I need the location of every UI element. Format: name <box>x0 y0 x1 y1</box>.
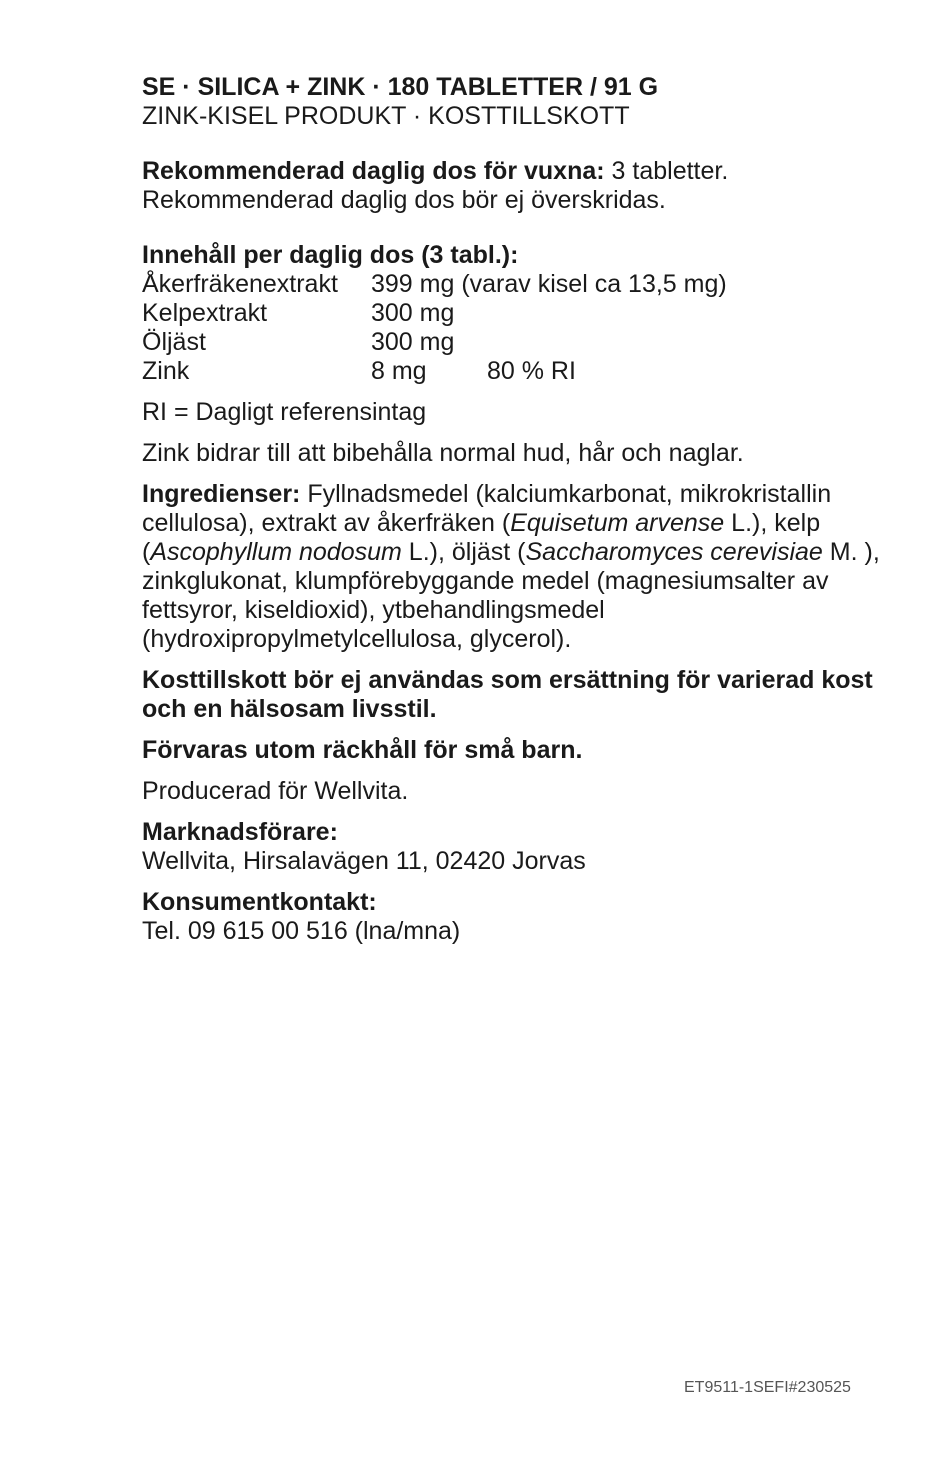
ingredient-name: Kelpextrakt <box>142 299 268 327</box>
ingredient-ri <box>487 299 727 328</box>
produced-for: Producerad för Wellvita. <box>142 777 409 805</box>
ingredients-text: Fyllnadsmedel (kalciumkarbonat, mikrokristallin cellulosa), extrakt av åkerfräken ( <box>142 480 832 537</box>
contact-section <box>142 888 902 946</box>
table-row <box>142 328 727 357</box>
ingredient-amount: 300 mg <box>371 328 455 356</box>
ingredient-amount: 399 mg (varav kisel ca 13,5 mg) <box>371 270 727 298</box>
dosage-label: Rekommenderad daglig dos för vuxna: <box>142 157 605 185</box>
print-code: ET9511-1SEFI#230525 <box>684 1379 851 1396</box>
nutrition-heading: Innehåll per daglig dos (3 tabl.): <box>142 241 519 269</box>
ingredient-name: Öljäst <box>142 328 206 356</box>
health-claim: Zink bidrar till att bibehålla normal hud, hår och naglar. <box>142 439 744 467</box>
contact-label: Konsumentkontakt: <box>142 888 377 916</box>
ri-note: RI = Dagligt referensintag <box>142 398 427 426</box>
nutrition-section <box>142 241 902 386</box>
table-row <box>142 299 727 328</box>
marketer-address: Wellvita, Hirsalavägen 11, 02420 Jorvas <box>142 847 586 875</box>
nutrition-table <box>142 270 727 386</box>
ingredient-ri <box>487 328 727 357</box>
contact-phone: Tel. 09 615 00 516 (lna/mna) <box>142 917 461 945</box>
ingredient-ri: 80 % RI <box>487 357 576 385</box>
diet-warning: Kosttillskott bör ej användas som ersättning för varierad kost och en hälsosam livsstil. <box>142 666 873 723</box>
dosage-line <box>142 157 902 186</box>
marketer-section <box>142 818 902 876</box>
ingredients-text: L.), kelp ( <box>142 509 821 566</box>
table-row <box>142 270 727 299</box>
product-subtitle: ZINK-KISEL PRODUKT · KOSTTILLSKOTT <box>142 102 630 130</box>
ingredients-paragraph <box>142 480 902 654</box>
dosage-warning: Rekommenderad daglig dos bör ej överskridas. <box>142 186 666 214</box>
ingredients-text: L.), öljäst ( <box>401 538 526 566</box>
species-name: Ascophyllum nodosum <box>150 538 402 566</box>
ingredient-name: Åkerfräkenextrakt <box>142 270 338 298</box>
species-name: Equisetum arvense <box>510 509 725 537</box>
product-header <box>142 73 902 131</box>
ingredient-amount: 8 mg <box>371 357 427 385</box>
marketer-label: Marknadsförare: <box>142 818 338 846</box>
label-text <box>142 73 902 946</box>
dosage-value: 3 tabletter. <box>604 157 729 185</box>
table-row <box>142 357 727 386</box>
children-warning: Förvaras utom räckhåll för små barn. <box>142 736 583 764</box>
product-title: SE · SILICA + ZINK · 180 TABLETTER / 91 G <box>142 73 659 101</box>
ingredient-name: Zink <box>142 357 190 385</box>
ingredients-text: M. ), zinkglukonat, klumpförebyggande medel (magnesiumsalter av fettsyror, kiseldioxid), ytbehandlingsmedel (hydroxipropylmetylcellulosa, glycerol). <box>142 538 880 653</box>
ingredients-label: Ingredienser: <box>142 480 301 508</box>
ingredient-amount: 300 mg <box>371 299 455 327</box>
species-name: Saccharomyces cerevisiae <box>525 538 823 566</box>
dosage-section <box>142 157 902 215</box>
